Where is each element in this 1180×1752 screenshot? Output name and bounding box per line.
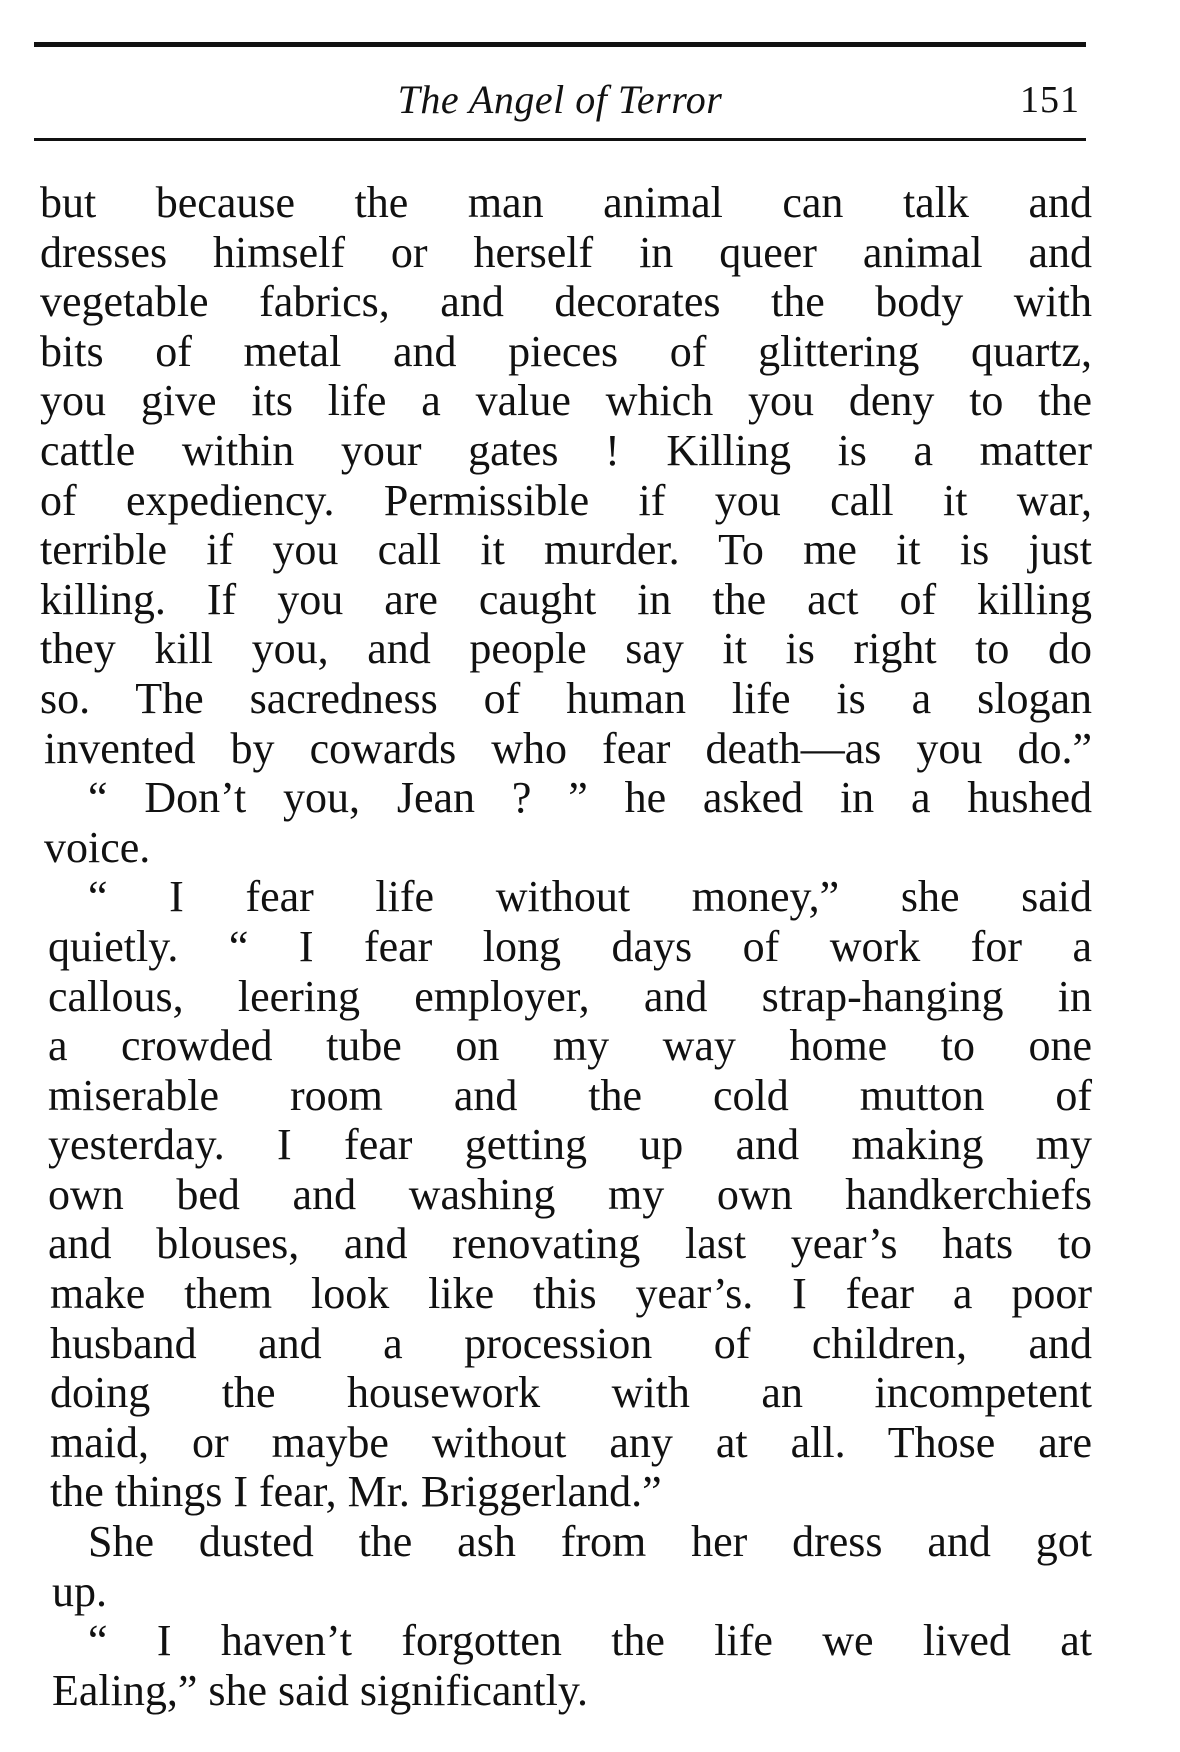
text-line: voice. [44,822,151,872]
text-line: so. The sacredness of human life is a slogan [40,673,1092,723]
running-title: The Angel of Terror [397,77,723,122]
text-line: “ I fear life without money,” she said [88,872,1092,922]
text-line: invented by cowards who fear death—as you do.” [44,723,1092,773]
text-line: the things I fear, Mr. Briggerland.” [50,1467,662,1517]
text-line: make them look like this year’s. I fear a poor [50,1269,1092,1319]
text-line: cattle within your gates ! Killing is a matter [40,425,1092,475]
text-line: you give its life a value which you deny to the [40,376,1092,426]
text-line: up. [52,1566,107,1616]
text-line: “ Don’t you, Jean ? ” he asked in a hushed [88,773,1092,823]
text-line: miserable room and the cold mutton of [48,1070,1092,1120]
text-line: terrible if you call it murder. To me it is just [40,525,1092,575]
header-bottom-rule [34,138,1086,141]
text-line: husband and a procession of children, and [50,1318,1092,1368]
text-line: a crowded tube on my way home to one [48,1021,1092,1071]
text-line: doing the housework with an incompetent [50,1368,1092,1418]
text-line: of expediency. Permissible if you call it war, [40,475,1092,525]
page-number: 151 [1020,79,1080,121]
text-line: yesterday. I fear getting up and making my [48,1120,1092,1170]
text-line: quietly. “ I fear long days of work for a [48,921,1092,971]
text-line: vegetable fabrics, and decorates the body with [40,277,1092,327]
text-line: Ealing,” she said significantly. [52,1665,589,1715]
text-line: killing. If you are caught in the act of killing [40,574,1092,624]
text-line: “ I haven’t forgotten the life we lived at [88,1616,1092,1666]
text-line: and blouses, and renovating last year’s hats to [48,1219,1092,1269]
text-line: own bed and washing my own handkerchiefs [48,1169,1092,1219]
text-line: but because the man animal can talk and [40,178,1092,227]
running-head [34,70,1086,130]
header-top-rule [34,42,1086,47]
text-line: they kill you, and people say it is right to do [40,624,1092,674]
text-line: She dusted the ash from her dress and got [88,1517,1092,1567]
text-line: callous, leering employer, and strap-hanging in [48,971,1092,1021]
text-line: dresses himself or herself in queer animal and [40,227,1092,277]
text-line: maid, or maybe without any at all. Those are [50,1417,1092,1467]
text-line: bits of metal and pieces of glittering quartz, [40,326,1092,376]
body-text [40,178,1092,1715]
